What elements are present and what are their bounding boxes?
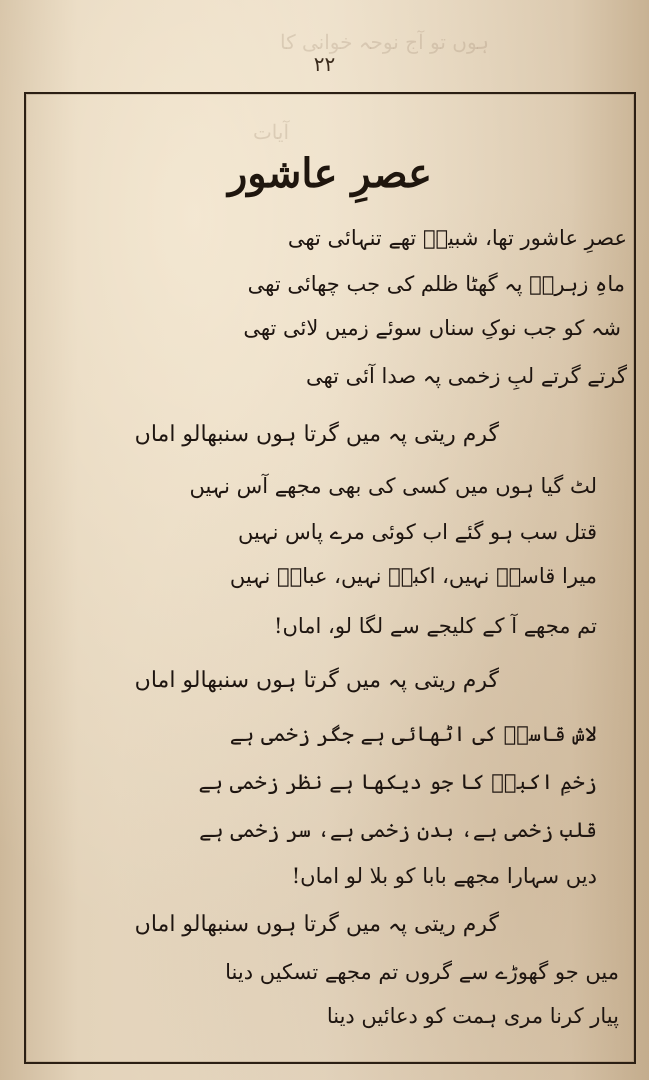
verse-line: لٹ گیا ہوں میں کسی کی بھی مجھے آس نہیں	[189, 474, 597, 498]
verse-line: عصرِ عاشور تھا، شبیرؑ تھے تنہائی تھی	[287, 226, 627, 250]
verse-line: میرا قاسمؑ نہیں، اکبرؑ نہیں، عباسؑ نہیں	[229, 564, 597, 588]
verse-line: دیں سہارا مجھے بابا کو بلا لو اماں!	[291, 864, 597, 888]
verse-line: گرتے گرتے لبِ زخمی پہ صدا آئی تھی	[305, 364, 627, 388]
verse-line: میں جو گھوڑے سے گروں تم مجھے تسکیں دینا	[225, 960, 619, 984]
refrain-line: گرم ریتی پہ میں گرتا ہوں سنبھالو اماں	[134, 912, 499, 937]
verse-line: پیار کرنا مری ہمت کو دعائیں دینا	[326, 1004, 619, 1028]
refrain-line: گرم ریتی پہ میں گرتا ہوں سنبھالو اماں	[134, 422, 499, 447]
bleed-through-text: ہوں تو آج نوحہ خوانی کا	[280, 30, 489, 54]
verse-line: شہ کو جب نوکِ سناں سوئے زمیں لائی تھی	[243, 316, 621, 340]
verse-line: زخمِ اکبرؑ کا جو دیکھا ہے نظر زخمی ہے	[198, 770, 597, 794]
verse-line: قتل سب ہو گئے اب کوئی مرے پاس نہیں	[238, 520, 597, 544]
page-number: ۲۲	[313, 52, 336, 76]
poem-title: عصرِ عاشور	[227, 150, 433, 197]
bleed-through-text: آیات	[252, 120, 289, 144]
verse-line: قلب زخمی ہے، بدن زخمی ہے، سر زخمی ہے	[199, 818, 597, 842]
verse-line: تم مجھے آ کے کلیجے سے لگا لو، اماں!	[274, 614, 597, 638]
refrain-line: گرم ریتی پہ میں گرتا ہوں سنبھالو اماں	[134, 668, 499, 693]
verse-line: ماہِ زہراؑ پہ گھٹا ظلم کی جب چھائی تھی	[247, 272, 625, 296]
verse-line: لاش قاسمؑ کی اٹھائی ہے جگر زخمی ہے	[229, 722, 597, 746]
